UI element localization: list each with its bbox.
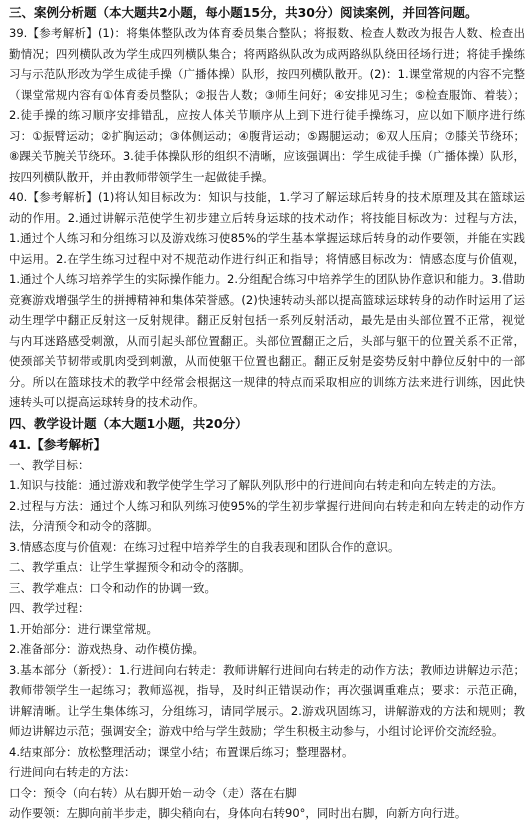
step-prepare: 2.准备部分：游戏热身、动作模仿操。: [9, 642, 204, 656]
goal-emotion: 3.情感态度与价值观：在练习过程中培养学生的自我表现和团队合作的意识。: [9, 539, 400, 554]
step-start: 1.开始部分：进行课堂常规。: [9, 621, 158, 636]
goal-knowledge: 1.知识与技能：通过游戏和教学使学生学习了解队列队形中的行进间向右转走和向左转走的方法。: [9, 478, 503, 492]
step-end: 4.结束部分：放松整理活动；课堂小结；布置课后练习；整理器材。: [9, 744, 354, 759]
q39-answer: 39.【参考解析】(1)：将集体整队改为体育委员集合整队；将报数、检查人数改为报告人数、检查出勤情况；四列横队改为学生成四列横队集合；将两路纵队改为成两路纵队绕田径场行进；将徒手操练习与示范队形改为学生成徒手操（广播体操）队形，按四列横队散开。(2)：1.课堂常规的内容不完整（课堂常规内容有①体育委员整队；②报告人数；③师生问好；④安排见习生；⑤检查服饰、着装）；2.徒手操的练习顺序安排错乱，应按人体关节顺序从上到下进行徒手操练习，应以如下顺序进行练习：①振臂运动；②扩胸运动；③体侧运动；④腹背运动；⑤踢腿运动；⑥双人压肩；⑦膝关节绕环；⑧踝关节腕关节绕环。3.徒手体操队形的组织不清晰，应该强调出：学生成徒手操（广播体操）队形，按四列横队散开，并由教师带领学生一起做徒手操。: [9, 26, 525, 184]
method-heading: 行进间向右转走的方法：: [9, 765, 136, 779]
key-point: 二、教学重点：让学生掌握预令和动令的落脚。: [9, 560, 251, 574]
goals-heading: 一、教学目标：: [9, 457, 90, 472]
q40-answer: 40.【参考解析】(1)将认知目标改为：知识与技能，1.学习了解运球后转身的技术原理及其在篮球运动的作用。2.通过讲解示范使学生初步建立后转身运球的技术动作；将技能目标改为：过程与方法，1.通过个人练习和分组练习以及游戏练习使85%的学生基本掌握运球后转身的动作要领，并能在实践中运用。2.在学生练习过程中对不规范动作进行纠正和指导；将情感目标改为：情感态度与价值观，1.通过个人练习培养学生的实际操作能力。2.分组配合练习中培养学生的团队协作意识和能力。3.借助竞赛游戏增强学生的拼搏精神和集体荣誉感。(2)快速转动头部以提高篮球运球转身的动作时运用了运动生理学中翻正反射这一反射规律。翻正反射包括一系列反射活动，最先是由头部位置不正常，视觉与内耳迷路感受刺激，从而引起头部位置翻正。头部位置翻正之后，头部与躯干的位置关系不正常，使颈部关节韧带或肌肉受到刺激，从而使躯干位置也翻正。翻正反射是姿势反射中静位反射中的一部分。所以在篮球技术的教学中经常会根据这一规律的特点而采取相应的训练方法来进行训练，因此快速转头可以提高运球转身的技术动作。: [9, 190, 525, 409]
section3-heading: 三、案例分析题（本大题共2小题，每小题15分，共30分）阅读案例，并回答问题。: [9, 5, 478, 20]
section4-heading: 四、教学设计题（本大题1小题，共20分）: [9, 415, 248, 431]
goal-process: 2.过程与方法：通过个人练习和队列练习使95%的学生初步掌握行进间向右转走和向左转走的动作方法，分清预令和动令的落脚。: [9, 498, 525, 533]
command-text: 口令：预令（向右转）从右脚开始－动令（走）落在右脚: [9, 785, 297, 800]
step-basic: 3.基本部分（新授）：1.行进间向右转走：教师讲解行进间向右转走的动作方法；教师边讲解边示范；教师带领学生一起练习；教师巡视，指导，及时纠正错误动作；再次强调重难点；要求：示范正确，讲解清晰。让学生集体练习，分组练习，请同学展示。2.游戏巩固练习，讲解游戏的方法和规则；教师边讲解边示范；强调安全；游戏中给与学生鼓励；学生积极主动参与，小组讨论评价交流经验。: [9, 662, 525, 738]
difficulty: 三、教学难点：口令和动作的协调一致。: [9, 580, 216, 595]
process-heading: 四、教学过程：: [9, 601, 90, 615]
q41-label: 41.【参考解析】: [9, 436, 107, 452]
essentials-text: 动作要领：左脚向前半步走，脚尖稍向右，身体向右转90°，同时出右脚，向新方向行进。: [9, 806, 467, 820]
